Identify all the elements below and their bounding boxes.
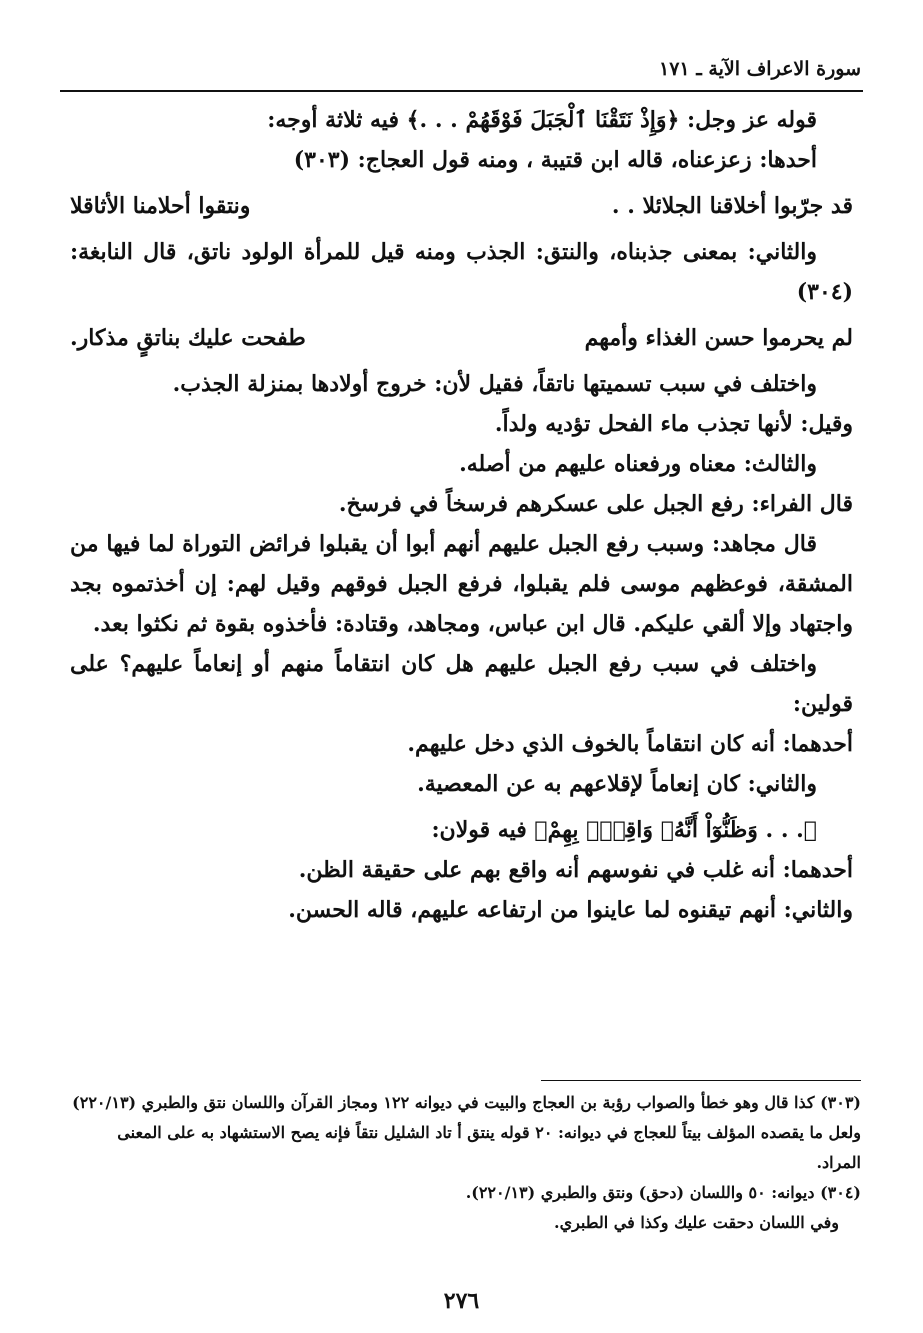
- paragraph: والثاني: أنهم تيقنوه لما عاينوا من ارتفاعه عليهم، قاله الحسن.: [288, 897, 853, 923]
- paragraph: أحدها: زعزعناه، قاله ابن قتيبة ، ومنه قول العجاج: (٣٠٣): [293, 147, 817, 173]
- footnotes: [70, 1088, 861, 1238]
- verse-hemistich-second: ونتقوا أحلامنا الأثاقلا: [70, 193, 251, 219]
- running-head: سورة الاعراف الآية ـ ١٧١: [658, 58, 861, 80]
- footnote: (٣٠٤) ديوانه: ٥٠ واللسان (دحق) ونتق والطبري (٢٢٠/١٣).: [465, 1183, 861, 1202]
- verse-hemistich-second: طفحت عليك بناتقٍ مذكار.: [70, 325, 306, 351]
- footnote-rule: [541, 1080, 861, 1081]
- footnote: (٣٠٣) كذا قال وهو خطأ والصواب رؤبة بن العجاج والبيت في ديوانه ١٢٢ ومجاز القرآن واللسان نتق والطبري (٢٢٠/١٣) ولعل ما يقصده المؤلف بيتاً للعجاج في ديوانه: ٢٠ قوله ينتق أ تاد الشليل نتقاً فإنه يصح الاستشهاد به على المعنى المراد.: [72, 1093, 861, 1172]
- paragraph: أحدهما: أنه كان انتقاماً بالخوف الذي دخل عليهم.: [407, 731, 853, 757]
- paragraph: ﴿. . . وَظَنُّوٓاْ أَنَّهُۥ وَاقِعٌۢ بِهِمْ﴾ فيه قولان:: [431, 817, 817, 843]
- paragraph: والثالث: معناه ورفعناه عليهم من أصله.: [459, 451, 817, 477]
- verse-hemistich-first: قد جرّبوا أخلاقنا الجلائلا . .: [611, 193, 853, 219]
- paragraph: قال مجاهد: وسبب رفع الجبل عليهم أنهم أبوا أن يقبلوا فرائض التوراة لما فيها من المشقة، فوعظهم موسى فلم يقبلوا، فرفع الجبل فوقهم وقيل لهم: إن أخذتموه بجد واجتهاد وإلا ألقي عليكم. قال ابن عباس، ومجاهد، وقتادة: فأخذوه بقوة ثم نكثوا بعد.: [70, 531, 853, 637]
- paragraph: والثاني: بمعنى جذبناه، والنتق: الجذب ومنه قيل للمرأة الولود ناتق، قال النابغة: (٣٠٤): [70, 239, 853, 305]
- header-rule: [60, 90, 863, 92]
- paragraph: قال الفراء: رفع الجبل على عسكرهم فرسخاً في فرسخ.: [338, 491, 853, 517]
- main-text: [70, 100, 853, 930]
- paragraph: أحدهما: أنه غلب في نفوسهم أنه واقع بهم على حقيقة الظن.: [298, 857, 853, 883]
- poetry-verse: [70, 316, 853, 360]
- page-number: ٢٧٦: [443, 1288, 480, 1314]
- paragraph: والثاني: كان إنعاماً لإقلاعهم به عن المعصية.: [417, 771, 817, 797]
- paragraph: قوله عز وجل: ﴿وَإِذْ نَتَقْنَا ٱلْجَبَلَ فَوْقَهُمْ . . .﴾ فيه ثلاثة أوجه:: [267, 107, 817, 133]
- paragraph: وقيل: لأنها تجذب ماء الفحل تؤديه ولداً.: [494, 411, 853, 437]
- footnote: وفي اللسان دحقت عليك وكذا في الطبري.: [554, 1213, 839, 1232]
- poetry-verse: [70, 184, 853, 228]
- paragraph: واختلف في سبب تسميتها ناتقاً، فقيل لأن: خروج أولادها بمنزلة الجذب.: [172, 371, 817, 397]
- paragraph: واختلف في سبب رفع الجبل عليهم هل كان انتقاماً منهم أو إنعاماً عليهم؟ على قولين:: [70, 651, 853, 717]
- verse-hemistich-first: لم يحرموا حسن الغذاء وأمهم: [584, 325, 853, 351]
